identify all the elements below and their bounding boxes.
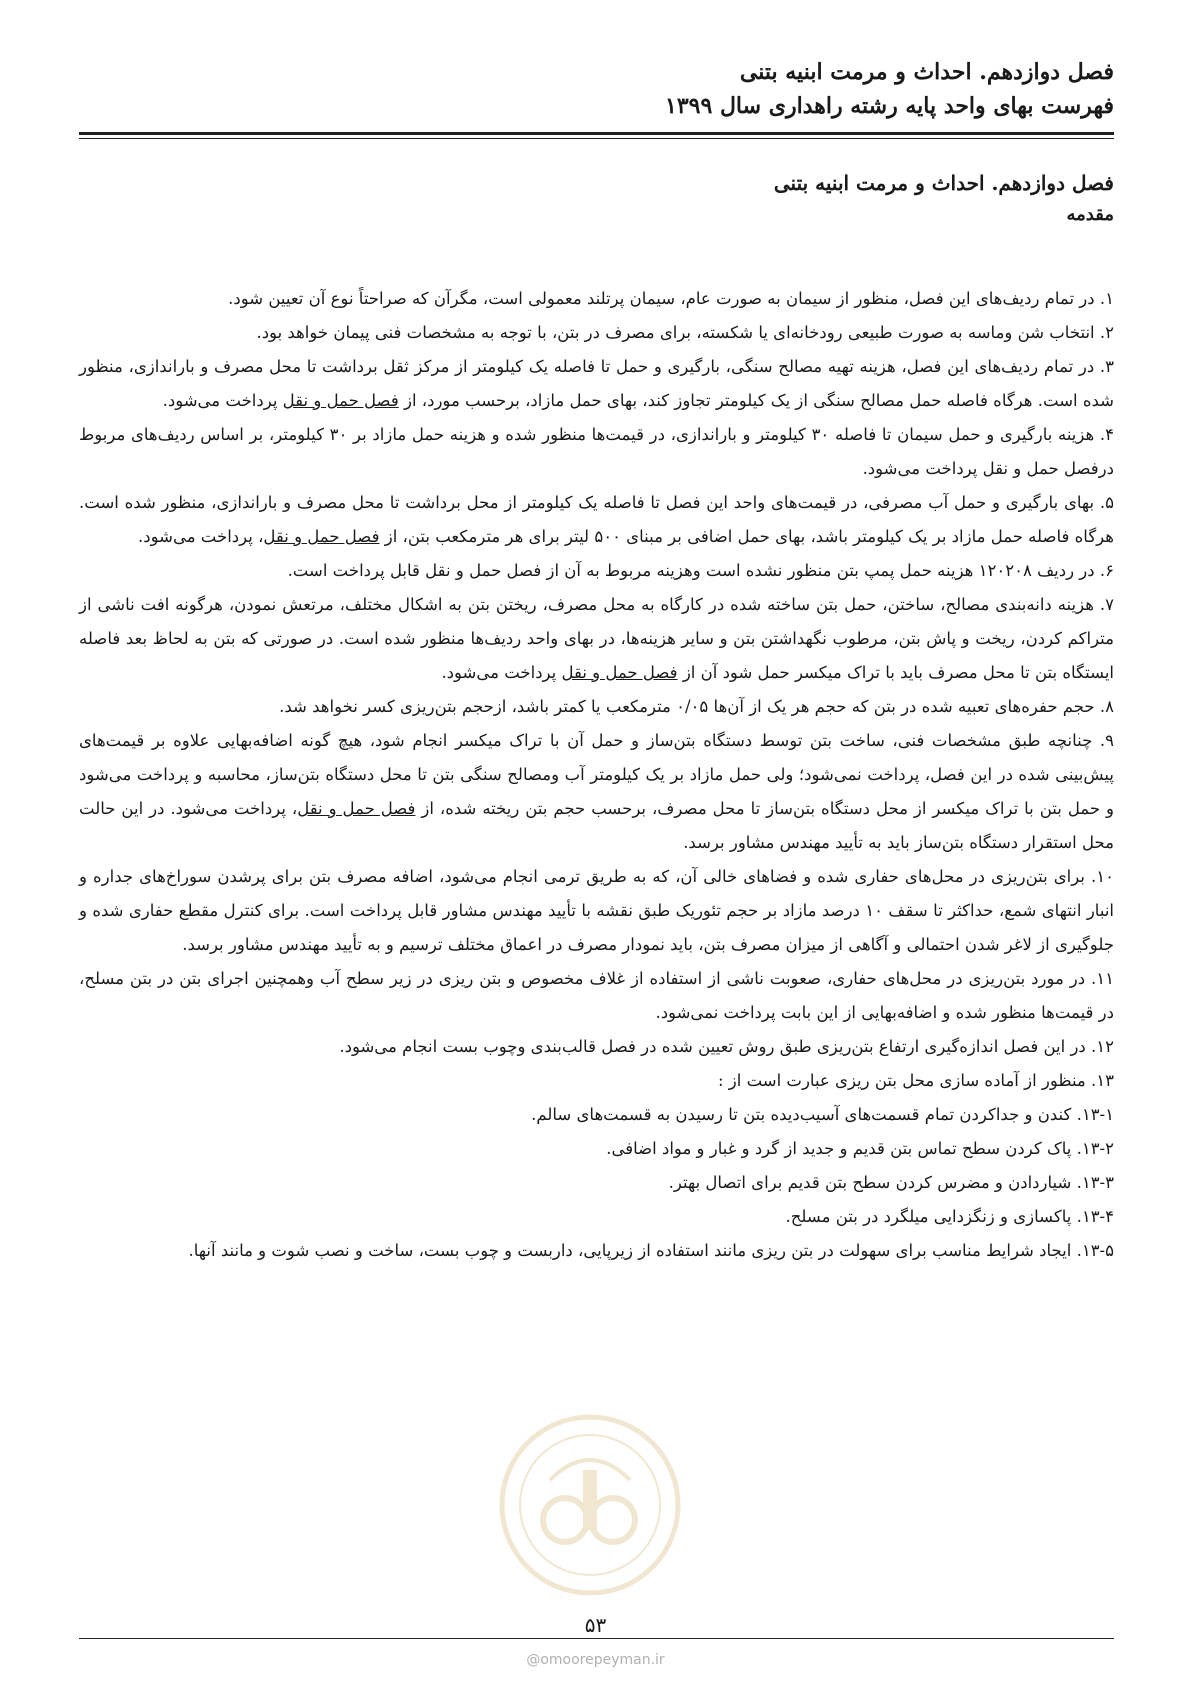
site-watermark-text: @omoorepeyman.ir (526, 1652, 665, 1668)
item-7 (79, 588, 1114, 690)
item-4: ۴. هزینه بارگیری و حمل سیمان تا فاصله ۳۰ کیلومتر و باراندازی، در قیمت‌ها منظور شده و هزینه حمل مازاد بر ۳۰ کیلومتر، بر اساس ردیف‌های مربوط درفصل حمل و نقل پرداخت می‌شود. (79, 425, 1114, 478)
subitem-13-5: ۱۳-۵. ایجاد شرایط مناسب برای سهولت در بتن ریزی مانند استفاده از زیرپایی، داربست و چوب بست، ساخت و نصب شوت و مانند آنها. (188, 1241, 1114, 1260)
item-12: ۱۲. در این فصل اندازه‌گیری ارتفاع بتن‌ریزی طبق روش تعیین شده در فصل قالب‌بندی وچوب بست انجام می‌شود. (339, 1037, 1114, 1056)
subitem-13-3: ۱۳-۳. شیاردادن و مضرس کردن سطح بتن قدیم برای اتصال بهتر. (668, 1173, 1114, 1192)
item-5-text: ۵. بهای بارگیری و حمل آب مصرفی، در قیمت‌های واحد این فصل تا فاصله یک کیلومتر از محل برداشت تا محل مصرف و باراندازی، منظور شده است. هرگاه فاصله حمل مازاد بر یک کیلومتر باشد، بهای حمل اضافی بر مبنای ۵۰۰ لیتر برای هر مترمکعب بتن، از (79, 493, 1114, 546)
item-3-link: فصل حمل و نقل (282, 391, 399, 410)
subitem-13-2: ۱۳-۲. پاک کردن سطح تماس بتن قدیم و جدید از گرد و غبار و مواد اضافی. (606, 1139, 1114, 1158)
item-10: ۱۰. برای بتن‌ریزی در محل‌های حفاری شده و فضاهای خالی آن، که به طریق ترمی انجام می‌شود، اضافه مصرف بتن برای پرشدن سوراخ‌های جداره و انبار انتهای شمع، حداکثر تا سقف ۱۰ درصد مازاد بر حجم تئوریک طبق نقشه با تأیید مهندس مشاور قابل پرداخت است. برای کنترل مقطع حفاری شده و جلوگیری از لاغر شدن احتمالی و آگاهی از میزان مصرف بتن، باید نمودار مصرف در اعماق مختلف ترسیم و به تأیید مهندس مشاور برسد. (79, 867, 1114, 954)
item-3-text: ۳. در تمام ردیف‌های این فصل، هزینه تهیه مصالح سنگی، بارگیری و حمل تا فاصله یک کیلومتر از مرکز ثقل برداشت تا محل مصرف و باراندازی، منظور شده است. هرگاه فاصله حمل مصالح سنگی از یک کیلومتر تجاوز کند، بهای حمل مازاد، برحسب مورد، از (79, 357, 1114, 410)
item-7-tail: پرداخت می‌شود. (441, 663, 562, 682)
subitem-13-1: ۱۳-۱. کندن و جداکردن تمام قسمت‌های آسیب‌دیده بتن تا رسیدن به قسمت‌های سالم. (531, 1105, 1114, 1124)
item-11: ۱۱. در مورد بتن‌ریزی در محل‌های حفاری، صعوبت ناشی از استفاده از غلاف مخصوص و بتن ریزی در زیر سطح آب وهمچنین اجرای بتن در بتن مسلح، در قیمت‌ها منظور شده و اضافه‌بهایی از این بابت پرداخت نمی‌شود. (79, 969, 1114, 1022)
subitem-13-4: ۱۳-۴. پاکسازی و زنگزدایی میلگرد در بتن مسلح. (785, 1207, 1114, 1226)
item-7-text: ۷. هزینه دانه‌بندی مصالح، ساختن، حمل بتن ساخته شده در کارگاه به محل مصرف، ریختن بتن به اشکال مختلف، مرتعش نمودن، هرگونه افت ناشی از متراکم کردن، ریخت و پاش بتن، مرطوب نگهداشتن بتن و سایر هزینه‌ها، در بهای واحد ردیف‌ها منظور شده است. در صورتی که بتن به لحاظ بعد فاصله ایستگاه بتن تا محل مصرف باید با تراک میکسر حمل شود آن از (79, 595, 1114, 682)
item-9-text: ۹. چنانچه طبق مشخصات فنی، ساخت بتن توسط دستگاه بتن‌ساز و حمل آن با تراک میکسر انجام شود، هیچ گونه اضافه‌بهایی علاوه بر قیمت‌های پیش‌بینی شده در این فصل، پرداخت نمی‌شود؛ ولی حمل مازاد بر یک کیلومتر آب ومصالح سنگی بتن تا محل دستگاه بتن‌ساز، محاسبه و پرداخت می‌شود و حمل بتن با تراک میکسر از محل دستگاه بتن‌ساز تا محل مصرف، برحسب حجم بتن ریخته شده، از (79, 731, 1114, 818)
item-7-link: فصل حمل و نقل (561, 663, 678, 682)
item-5 (79, 486, 1114, 554)
footer-rule (79, 1638, 1114, 1639)
page-header (79, 55, 1114, 123)
watermark-seal-icon (495, 1410, 685, 1600)
item-5-link: فصل حمل و نقل (263, 527, 380, 546)
item-8: ۸. حجم حفره‌های تعبیه شده در بتن که حجم هر یک از آن‌ها ۰/۰۵ مترمکعب یا کمتر باشد، ازحجم بتن‌ریزی کسر نخواهد شد. (279, 697, 1114, 716)
header-rule-thick (79, 132, 1114, 135)
item-1: ۱. در تمام ردیف‌های این فصل، منظور از سیمان به صورت عام، سیمان پرتلند معمولی است، مگرآن که صراحتاً نوع آن تعیین شود. (228, 289, 1114, 308)
header-price-list-title: فهرست بهای واحد پایه رشته راهداری سال ۱۳۹۹ (665, 93, 1114, 119)
chapter-title: فصل دوازدهم. احداث و مرمت ابنیه بتنی (773, 171, 1114, 195)
item-3 (79, 350, 1114, 418)
item-9-link: فصل حمل و نقل (297, 799, 416, 818)
page-number: ۵۳ (584, 1613, 607, 1637)
item-6: ۶. در ردیف ۱۲۰۲۰۸ هزینه حمل پمپ بتن منظور نشده است وهزینه مربوط به آن از فصل حمل و نقل قابل پرداخت است. (287, 561, 1114, 580)
header-chapter-title: فصل دوازدهم. احداث و مرمت ابنیه بتنی (739, 59, 1114, 85)
item-13: ۱۳. منظور از آماده سازی محل بتن ریزی عبارت است از : (717, 1071, 1114, 1090)
item-9 (79, 724, 1114, 860)
item-2: ۲. انتخاب شن وماسه به صورت طبیعی رودخانه‌ای یا شکسته، برای مصرف در بتن، با توجه به مشخصات فنی پیمان خواهد بود. (256, 323, 1114, 342)
header-rule-thin (79, 138, 1114, 139)
item-5-tail: ، پرداخت می‌شود. (138, 527, 264, 546)
body-text (79, 282, 1114, 1268)
item-3-tail: پرداخت می‌شود. (162, 391, 283, 410)
item-9-tail: ، پرداخت می‌شود. در این حالت محل استقرار دستگاه بتن‌ساز باید به تأیید مهندس مشاور برسد. (79, 799, 1114, 852)
intro-heading: مقدمه (1066, 204, 1114, 225)
